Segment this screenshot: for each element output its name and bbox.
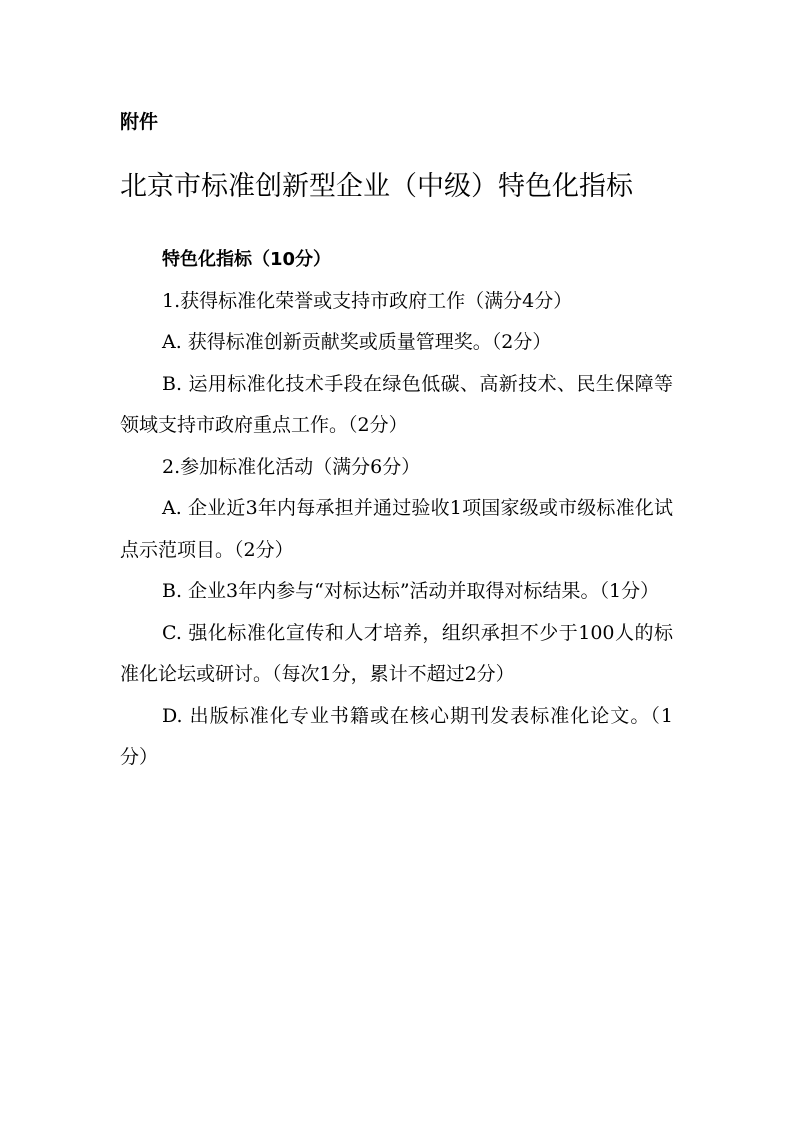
document-body xyxy=(120,239,673,779)
item-2a: A. 企业近3年内每承担并通过验收1项国家级或市级标准化试点示范项目。（2分） xyxy=(120,497,673,561)
item-2-heading: 2.参加标准化活动（满分6分） xyxy=(162,455,421,478)
section-heading: 特色化指标（10分） xyxy=(162,249,332,270)
page-title: 北京市标准创新型企业（中级）特色化指标 xyxy=(120,171,633,202)
item-2d: D. 出版标准化专业书籍或在核心期刊发表标准化论文。（1分） xyxy=(120,704,673,768)
item-1b: B. 运用标准化技术手段在绿色低碳、高新技术、民生保障等领域支持市政府重点工作。（2分） xyxy=(120,372,673,436)
item-2b: B. 企业3年内参与“对标达标”活动并取得对标结果。（1分） xyxy=(162,580,660,602)
item-2c: C. 强化标准化宣传和人才培养，组织承担不少于100人的标准化论坛或研讨。（每次1分，累计不超过2分） xyxy=(120,621,673,685)
attachment-label: 附件 xyxy=(120,111,159,133)
item-1-heading: 1.获得标准化荣誉或支持市政府工作（满分4分） xyxy=(162,289,573,312)
item-1a: A. 获得标准创新贡献奖或质量管理奖。（2分） xyxy=(162,331,552,353)
